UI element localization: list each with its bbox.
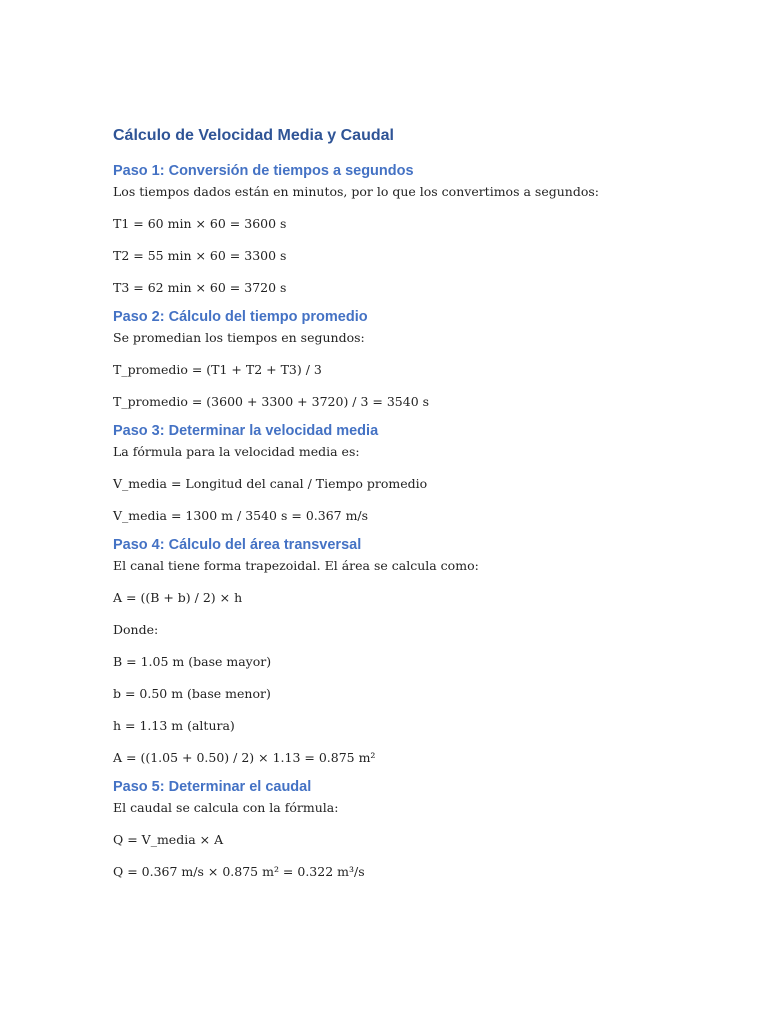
step-2-formula: T_promedio = (T1 + T2 + T3) / 3 [113,362,322,377]
step-2-section [113,306,713,412]
step-5-heading: Paso 5: Determinar el caudal [113,779,312,795]
step-3-section [113,420,713,526]
step-4-height: h = 1.13 m (altura) [113,718,235,733]
step-3-heading: Paso 3: Determinar la velocidad media [113,423,379,439]
step-1-heading: Paso 1: Conversión de tiempos a segundos [113,163,414,179]
step-4-base-minor: b = 0.50 m (base menor) [113,686,271,701]
step-2-heading: Paso 2: Cálculo del tiempo promedio [113,309,368,325]
step-5-formula: Q = V_media × A [113,832,224,847]
step-4-formula: A = ((B + b) / 2) × h [113,590,243,605]
step-1-equation-t3: T3 = 62 min × 60 = 3720 s [113,280,287,295]
step-4-base-major: B = 1.05 m (base mayor) [113,654,272,669]
step-3-result: V_media = 1300 m / 3540 s = 0.367 m/s [113,508,369,523]
step-4-intro: El canal tiene forma trapezoidal. El área se calcula como: [113,558,479,573]
step-1-intro: Los tiempos dados están en minutos, por lo que los convertimos a segundos: [113,184,599,199]
step-5-result: Q = 0.367 m/s × 0.875 m² = 0.322 m³/s [113,864,365,879]
step-3-intro: La fórmula para la velocidad media es: [113,444,360,459]
step-1-section [113,160,713,298]
step-1-equation-t1: T1 = 60 min × 60 = 3600 s [113,216,287,231]
step-5-intro: El caudal se calcula con la fórmula: [113,800,339,815]
document-title: Cálculo de Velocidad Media y Caudal [113,127,394,144]
step-4-where: Donde: [113,622,159,637]
step-1-equation-t2: T2 = 55 min × 60 = 3300 s [113,248,287,263]
step-4-heading: Paso 4: Cálculo del área transversal [113,537,362,553]
document-page [113,124,713,882]
step-5-section [113,776,713,882]
step-4-result: A = ((1.05 + 0.50) / 2) × 1.13 = 0.875 m² [113,750,376,765]
step-3-formula: V_media = Longitud del canal / Tiempo promedio [113,476,428,491]
step-2-intro: Se promedian los tiempos en segundos: [113,330,365,345]
step-2-result: T_promedio = (3600 + 3300 + 3720) / 3 = 3540 s [113,394,430,409]
step-4-section [113,534,713,768]
